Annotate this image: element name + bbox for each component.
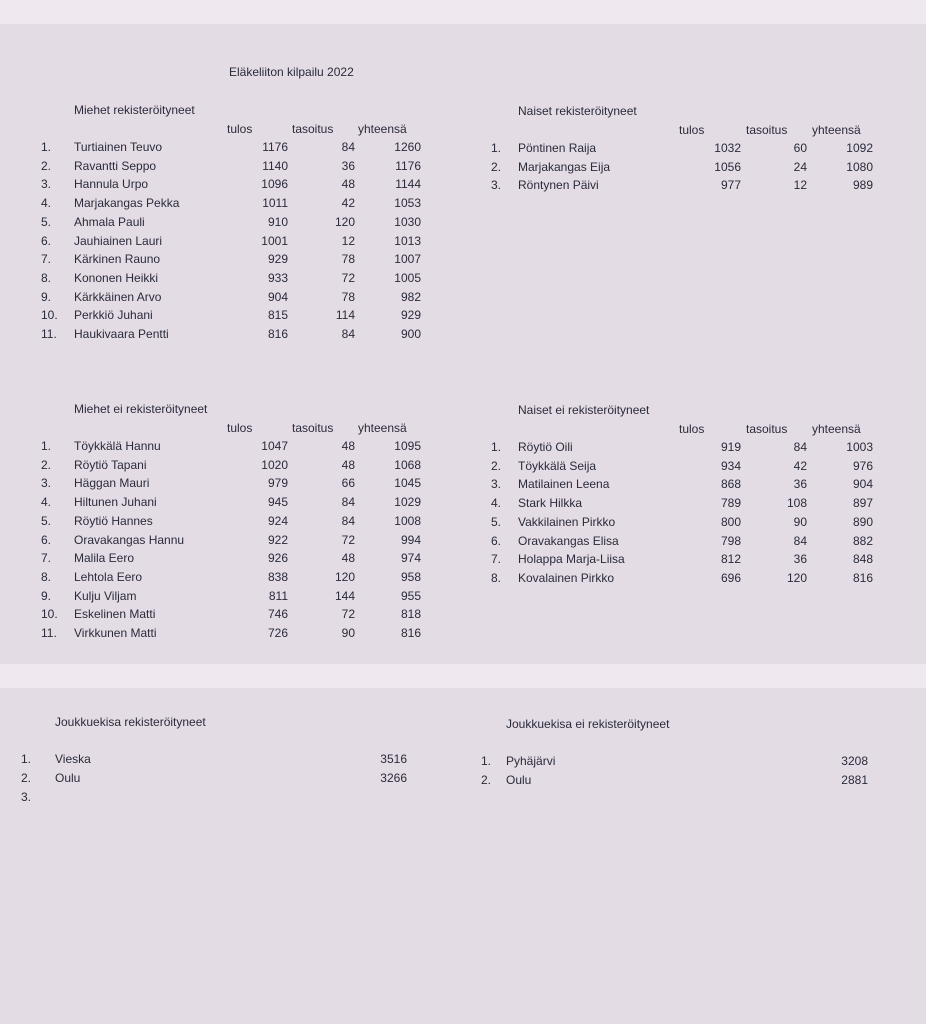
player-name: Röntynen Päivi xyxy=(518,178,599,192)
score-tulos: 746 xyxy=(267,607,288,621)
score-total: 1068 xyxy=(394,458,421,472)
score-tasoitus: 48 xyxy=(341,177,355,191)
player-name: Holappa Marja-Liisa xyxy=(518,552,625,566)
score-tulos: 977 xyxy=(720,178,741,192)
score-tulos: 800 xyxy=(720,515,741,529)
score-tasoitus: 66 xyxy=(341,476,355,490)
player-name: Marjakangas Eija xyxy=(518,160,611,174)
score-total: 1092 xyxy=(846,141,873,155)
score-tulos: 979 xyxy=(267,476,288,490)
team-section-heading: Joukkuekisa rekisteröityneet xyxy=(55,715,206,729)
team-name: Oulu xyxy=(506,773,532,787)
score-tasoitus: 12 xyxy=(793,178,807,192)
score-tulos: 1140 xyxy=(262,159,288,173)
player-name: Oravakangas Elisa xyxy=(518,534,619,548)
team-score: 3266 xyxy=(380,771,407,785)
rank-label: 10. xyxy=(41,308,58,322)
player-name: Jauhiainen Lauri xyxy=(74,234,163,248)
score-tulos: 919 xyxy=(720,440,741,454)
team-score: 3208 xyxy=(841,754,868,768)
player-name: Matilainen Leena xyxy=(518,477,610,491)
rank-label: 11. xyxy=(41,626,57,640)
player-name: Pöntinen Raija xyxy=(518,141,597,155)
score-total: 897 xyxy=(852,496,873,510)
score-tulos: 1020 xyxy=(261,458,288,472)
player-name: Töykkälä Seija xyxy=(518,459,597,473)
score-total: 974 xyxy=(400,551,421,565)
rank-label: 2. xyxy=(491,459,502,473)
score-tulos: 815 xyxy=(267,308,288,322)
column-header-tulos: tulos xyxy=(227,421,253,435)
player-name: Ravantti Seppo xyxy=(74,159,157,173)
rank-label: 7. xyxy=(41,252,52,266)
team-name: Vieska xyxy=(55,752,91,766)
rank-label: 3. xyxy=(41,476,52,490)
rank-label: 4. xyxy=(41,196,52,210)
score-total: 1013 xyxy=(394,234,421,248)
score-tulos: 904 xyxy=(267,290,288,304)
score-total: 976 xyxy=(852,459,873,473)
player-name: Kulju Viljam xyxy=(74,589,137,603)
score-tulos: 1032 xyxy=(714,141,741,155)
score-total: 1030 xyxy=(394,215,421,229)
rank-label: 5. xyxy=(41,215,52,229)
section-heading: Naiset ei rekisteröityneet xyxy=(518,403,650,417)
player-name: Röytiö Tapani xyxy=(74,458,147,472)
score-tulos: 1056 xyxy=(714,160,741,174)
rank-label: 3. xyxy=(41,177,52,191)
score-tasoitus: 60 xyxy=(793,141,807,155)
score-tulos: 868 xyxy=(720,477,741,491)
score-tulos: 924 xyxy=(267,514,288,528)
team-rank-label: 2. xyxy=(21,771,32,785)
score-tasoitus: 12 xyxy=(341,234,355,248)
score-tasoitus: 72 xyxy=(341,533,355,547)
score-tulos: 789 xyxy=(720,496,741,510)
score-tasoitus: 84 xyxy=(793,440,807,454)
team-name: Pyhäjärvi xyxy=(506,754,556,768)
team-name: Oulu xyxy=(55,771,81,785)
score-tulos: 1096 xyxy=(261,177,288,191)
rank-label: 8. xyxy=(491,571,502,585)
player-name: Oravakangas Hannu xyxy=(74,533,185,547)
section-heading: Miehet rekisteröityneet xyxy=(74,103,195,117)
score-tulos: 726 xyxy=(267,626,288,640)
rank-label: 7. xyxy=(491,552,502,566)
score-tasoitus: 48 xyxy=(341,439,355,453)
rank-label: 4. xyxy=(41,495,52,509)
score-tasoitus: 120 xyxy=(786,571,807,585)
player-name: Hannula Urpo xyxy=(74,177,149,191)
column-header-yhteensa: yhteensä xyxy=(812,123,861,137)
score-tasoitus: 84 xyxy=(341,140,355,154)
score-total: 900 xyxy=(400,327,421,341)
score-tasoitus: 36 xyxy=(793,477,807,491)
page-title: Eläkeliiton kilpailu 2022 xyxy=(229,65,354,79)
column-header-yhteensa: yhteensä xyxy=(812,422,861,436)
player-name: Hiltunen Juhani xyxy=(74,495,157,509)
score-tasoitus: 84 xyxy=(341,514,355,528)
score-tasoitus: 144 xyxy=(334,589,355,603)
score-total: 955 xyxy=(400,589,421,603)
player-name: Töykkälä Hannu xyxy=(74,439,161,453)
team-rank-label: 2. xyxy=(481,773,492,787)
column-header-tasoitus: tasoitus xyxy=(746,123,788,137)
score-total: 816 xyxy=(400,626,421,640)
score-tulos: 1176 xyxy=(262,140,288,154)
score-tasoitus: 120 xyxy=(334,215,355,229)
score-tasoitus: 84 xyxy=(341,327,355,341)
player-name: Kononen Heikki xyxy=(74,271,159,285)
score-tulos: 816 xyxy=(267,327,288,341)
player-name: Kärkkäinen Arvo xyxy=(74,290,162,304)
rank-label: 2. xyxy=(41,458,52,472)
score-total: 1007 xyxy=(394,252,421,266)
score-total: 848 xyxy=(852,552,873,566)
score-total: 890 xyxy=(852,515,873,529)
player-name: Vakkilainen Pirkko xyxy=(518,515,616,529)
score-tulos: 838 xyxy=(267,570,288,584)
score-tulos: 929 xyxy=(267,252,288,266)
score-total: 994 xyxy=(400,533,421,547)
score-tasoitus: 48 xyxy=(341,458,355,472)
rank-label: 1. xyxy=(41,439,52,453)
score-tasoitus: 120 xyxy=(334,570,355,584)
rank-label: 5. xyxy=(41,514,52,528)
score-total: 1045 xyxy=(394,476,421,490)
score-tulos: 926 xyxy=(267,551,288,565)
score-total: 1053 xyxy=(394,196,421,210)
team-results-sheet xyxy=(0,688,926,1024)
rank-label: 1. xyxy=(491,440,502,454)
results-sheet xyxy=(0,24,926,664)
section-heading: Naiset rekisteröityneet xyxy=(518,104,637,118)
rank-label: 10. xyxy=(41,607,58,621)
player-name: Virkkunen Matti xyxy=(74,626,157,640)
score-tasoitus: 72 xyxy=(341,607,355,621)
rank-label: 8. xyxy=(41,570,52,584)
column-header-tasoitus: tasoitus xyxy=(292,122,334,136)
score-tasoitus: 36 xyxy=(793,552,807,566)
score-tulos: 945 xyxy=(267,495,288,509)
rank-label: 4. xyxy=(491,496,502,510)
score-tulos: 811 xyxy=(268,589,288,603)
score-tulos: 933 xyxy=(267,271,288,285)
column-header-yhteensa: yhteensä xyxy=(358,122,407,136)
score-tulos: 922 xyxy=(267,533,288,547)
score-tulos: 1011 xyxy=(262,196,288,210)
player-name: Kovalainen Pirkko xyxy=(518,571,615,585)
player-name: Ahmala Pauli xyxy=(74,215,145,229)
column-header-tulos: tulos xyxy=(679,422,705,436)
score-tasoitus: 72 xyxy=(341,271,355,285)
score-total: 816 xyxy=(852,571,873,585)
score-total: 1029 xyxy=(394,495,421,509)
rank-label: 6. xyxy=(41,533,52,547)
player-name: Haukivaara Pentti xyxy=(74,327,169,341)
team-rank-label: 3. xyxy=(21,790,32,804)
rank-label: 1. xyxy=(41,140,52,154)
score-tasoitus: 78 xyxy=(341,252,355,266)
player-name: Marjakangas Pekka xyxy=(74,196,180,210)
rank-label: 9. xyxy=(41,589,52,603)
score-tasoitus: 84 xyxy=(793,534,807,548)
score-total: 982 xyxy=(400,290,421,304)
player-name: Eskelinen Matti xyxy=(74,607,156,621)
score-total: 929 xyxy=(400,308,421,322)
column-header-tulos: tulos xyxy=(679,123,705,137)
score-total: 1005 xyxy=(394,271,421,285)
score-total: 1095 xyxy=(394,439,421,453)
score-total: 1080 xyxy=(846,160,873,174)
player-name: Röytiö Oili xyxy=(518,440,573,454)
team-section-heading: Joukkuekisa ei rekisteröityneet xyxy=(506,717,670,731)
rank-label: 6. xyxy=(41,234,52,248)
score-total: 1144 xyxy=(395,177,421,191)
score-tulos: 696 xyxy=(720,571,741,585)
score-tulos: 1047 xyxy=(261,439,288,453)
team-rank-label: 1. xyxy=(21,752,32,766)
column-header-yhteensa: yhteensä xyxy=(358,421,407,435)
team-score: 3516 xyxy=(380,752,407,766)
team-score: 2881 xyxy=(841,773,868,787)
score-total: 818 xyxy=(400,607,421,621)
score-tulos: 1001 xyxy=(261,234,288,248)
player-name: Häggan Mauri xyxy=(74,476,150,490)
score-tasoitus: 90 xyxy=(793,515,807,529)
score-tasoitus: 42 xyxy=(341,196,355,210)
player-name: Turtiainen Teuvo xyxy=(74,140,163,154)
rank-label: 3. xyxy=(491,477,502,491)
player-name: Perkkiö Juhani xyxy=(74,308,153,322)
score-tasoitus: 84 xyxy=(341,495,355,509)
score-tulos: 798 xyxy=(720,534,741,548)
rank-label: 11. xyxy=(41,327,57,341)
section-heading: Miehet ei rekisteröityneet xyxy=(74,402,208,416)
score-tasoitus: 90 xyxy=(341,626,355,640)
score-tulos: 812 xyxy=(720,552,741,566)
rank-label: 2. xyxy=(41,159,52,173)
column-header-tulos: tulos xyxy=(227,122,253,136)
score-tasoitus: 36 xyxy=(341,159,355,173)
rank-label: 9. xyxy=(41,290,52,304)
player-name: Röytiö Hannes xyxy=(74,514,153,528)
player-name: Stark Hilkka xyxy=(518,496,583,510)
score-tasoitus: 108 xyxy=(786,496,807,510)
score-total: 1260 xyxy=(394,140,421,154)
player-name: Kärkinen Rauno xyxy=(74,252,161,266)
team-rank-label: 1. xyxy=(481,754,492,768)
rank-label: 7. xyxy=(41,551,52,565)
score-total: 989 xyxy=(852,178,873,192)
score-total: 1176 xyxy=(395,159,421,173)
rank-label: 8. xyxy=(41,271,52,285)
column-header-tasoitus: tasoitus xyxy=(746,422,788,436)
player-name: Malila Eero xyxy=(74,551,135,565)
rank-label: 3. xyxy=(491,178,502,192)
score-tasoitus: 48 xyxy=(341,551,355,565)
column-header-tasoitus: tasoitus xyxy=(292,421,334,435)
score-tasoitus: 114 xyxy=(335,308,355,322)
score-tulos: 910 xyxy=(267,215,288,229)
rank-label: 6. xyxy=(491,534,502,548)
player-name: Lehtola Eero xyxy=(74,570,143,584)
score-tulos: 934 xyxy=(720,459,741,473)
rank-label: 5. xyxy=(491,515,502,529)
score-total: 904 xyxy=(852,477,873,491)
score-total: 1003 xyxy=(846,440,873,454)
rank-label: 1. xyxy=(491,141,502,155)
score-total: 882 xyxy=(852,534,873,548)
score-tasoitus: 42 xyxy=(793,459,807,473)
rank-label: 2. xyxy=(491,160,502,174)
score-total: 958 xyxy=(400,570,421,584)
score-tasoitus: 24 xyxy=(793,160,807,174)
score-tasoitus: 78 xyxy=(341,290,355,304)
score-total: 1008 xyxy=(394,514,421,528)
